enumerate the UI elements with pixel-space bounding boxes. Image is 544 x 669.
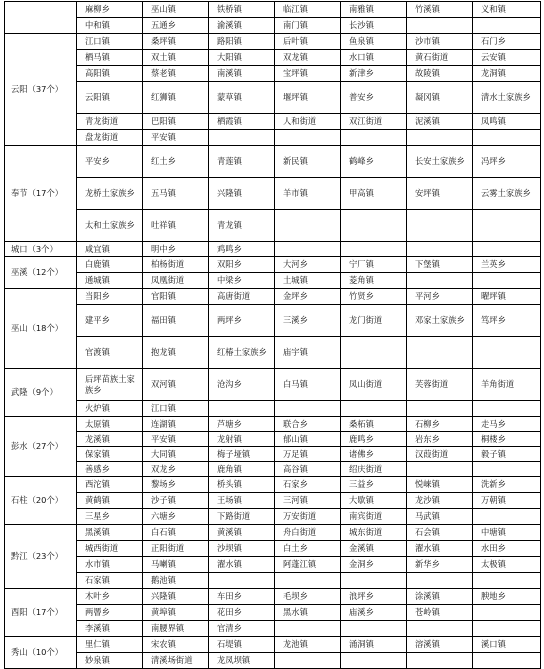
township-cell: 下路街道 [209,509,275,525]
township-cell: 平安乡 [77,146,143,178]
township-cell: 双阳乡 [209,257,275,273]
township-cell: 龙池镇 [275,637,341,653]
township-cell: 龙凤坝镇 [209,653,275,669]
township-cell [341,242,407,257]
table-row [5,573,541,589]
township-cell: 甲高镇 [341,178,407,210]
table-row [5,557,541,573]
township-cell: 保家镇 [77,447,143,462]
township-cell [275,653,341,669]
township-cell: 苍岭镇 [407,605,473,621]
township-cell [407,273,473,289]
township-cell: 溪口镇 [473,637,541,653]
township-cell: 濯水镇 [407,541,473,557]
township-cell [209,130,275,146]
region-cell: 巫溪（12个） [5,257,77,289]
township-cell [473,130,541,146]
township-cell: 青莲镇 [209,146,275,178]
township-cell: 洗新乡 [473,477,541,493]
table-row [5,305,541,337]
township-cell: 鸡鸣乡 [209,242,275,257]
township-cell: 双土镇 [143,50,209,66]
township-cell: 石门乡 [473,34,541,50]
township-cell: 土城镇 [275,273,341,289]
township-cell: 官阳镇 [143,289,209,305]
township-cell: 火炉镇 [77,401,143,417]
township-cell: 平安镇 [143,432,209,447]
township-cell: 六塘乡 [143,509,209,525]
township-cell: 下堡镇 [407,257,473,273]
township-cell: 菱角镇 [341,273,407,289]
table-row [5,50,541,66]
township-cell: 龙溪镇 [77,432,143,447]
township-cell: 城西街道 [77,541,143,557]
township-cell: 巴阳镇 [143,114,209,130]
table-row [5,130,541,146]
region-cell: 酉阳（17个） [5,589,77,637]
township-cell [275,242,341,257]
region-cell: 彭水（27个） [5,417,77,477]
township-cell: 龙洞镇 [473,66,541,82]
township-cell [209,573,275,589]
table-row [5,242,541,257]
township-cell: 汉葭街道 [407,447,473,462]
township-cell: 溶溪镇 [407,637,473,653]
township-cell: 新民镇 [275,146,341,178]
township-cell: 南雅镇 [341,2,407,18]
township-cell: 金溪镇 [341,541,407,557]
township-cell [209,401,275,417]
township-cell: 麻柳乡 [77,2,143,18]
township-cell: 云阳镇 [77,82,143,114]
township-cell: 红狮镇 [143,82,209,114]
township-cell: 泥溪镇 [407,114,473,130]
township-cell: 桥头镇 [209,477,275,493]
township-cell: 鹿鸣乡 [341,432,407,447]
township-cell: 咸宜镇 [77,242,143,257]
township-cell [275,621,341,637]
township-cell: 中和镇 [77,18,143,34]
township-cell: 路阳镇 [209,34,275,50]
township-cell: 堰坪镇 [275,82,341,114]
township-cell: 后坪苗族土家族乡 [77,369,143,401]
township-cell: 三溪乡 [275,305,341,337]
township-cell [407,462,473,477]
township-cell: 蔡老镇 [143,66,209,82]
township-cell: 车田乡 [209,589,275,605]
table-row [5,273,541,289]
township-cell: 双龙镇 [275,50,341,66]
township-cell: 平河乡 [407,289,473,305]
township-cell: 黄鹤镇 [77,493,143,509]
township-cell: 笃坪乡 [473,305,541,337]
township-cell: 水市镇 [77,557,143,573]
township-cell: 兴隆镇 [143,589,209,605]
township-cell: 大歇镇 [341,493,407,509]
table-row [5,541,541,557]
table-row [5,178,541,210]
township-cell: 福田镇 [143,305,209,337]
township-cell: 走马乡 [473,417,541,432]
township-cell: 木叶乡 [77,589,143,605]
township-cell [407,653,473,669]
township-cell: 义和镇 [473,2,541,18]
region-cell: 黔江（23个） [5,525,77,589]
table-row [5,637,541,653]
table-row [5,2,541,18]
township-cell: 白马镇 [275,369,341,401]
table-row [5,462,541,477]
township-cell: 兰英乡 [473,257,541,273]
township-cell: 庙宇镇 [275,337,341,369]
township-cell: 金坪乡 [275,289,341,305]
township-cell: 涌洞镇 [341,637,407,653]
table-row [5,447,541,462]
township-cell: 鹿角镇 [209,462,275,477]
township-cell: 龙桥土家族乡 [77,178,143,210]
township-cell: 鱼泉镇 [341,34,407,50]
township-cell: 芦塘乡 [209,417,275,432]
region-cell: 武隆（9个） [5,369,77,417]
township-cell: 石堤镇 [209,637,275,653]
township-cell: 平安镇 [143,130,209,146]
table-row [5,369,541,401]
township-cell: 兴隆镇 [209,178,275,210]
township-cell: 宋农镇 [143,637,209,653]
township-cell: 联合乡 [275,417,341,432]
township-cell: 万足镇 [275,447,341,462]
region-cell: 秀山（10个） [5,637,77,669]
township-cell [407,18,473,34]
township-cell: 毛坝乡 [275,589,341,605]
township-cell [407,242,473,257]
township-cell: 连湖镇 [143,417,209,432]
township-cell: 石家乡 [275,477,341,493]
township-cell: 双江街道 [341,114,407,130]
township-cell: 巫山镇 [143,2,209,18]
township-cell: 长安土家族乡 [407,146,473,178]
township-cell: 庙溪乡 [341,605,407,621]
township-cell: 曜坪镇 [473,289,541,305]
township-cell: 桑坪镇 [143,34,209,50]
township-cell: 马喇镇 [143,557,209,573]
township-cell: 红土乡 [143,146,209,178]
township-cell: 栖霞镇 [209,114,275,130]
township-cell: 普安乡 [341,82,407,114]
table-row [5,34,541,50]
township-cell: 抱龙镇 [143,337,209,369]
township-cell: 青龙街道 [77,114,143,130]
table-row [5,82,541,114]
township-cell: 中塘镇 [473,525,541,541]
township-cell [341,621,407,637]
township-cell: 南宾街道 [341,509,407,525]
township-cell: 芙蓉街道 [407,369,473,401]
township-cell [473,462,541,477]
township-cell: 后叶镇 [275,34,341,50]
township-cell: 沙子镇 [143,493,209,509]
township-cell: 黄石街道 [407,50,473,66]
table-row [5,605,541,621]
township-cell: 通城镇 [77,273,143,289]
township-cell: 双龙乡 [143,462,209,477]
township-cell: 吐祥镇 [143,210,209,242]
township-cell: 渝溪镇 [209,18,275,34]
township-cell [473,242,541,257]
township-cell: 凤山街道 [341,369,407,401]
township-cell: 太极镇 [473,557,541,573]
township-cell: 当阳乡 [77,289,143,305]
township-cell [407,130,473,146]
township-cell: 石家镇 [77,573,143,589]
township-cell [473,18,541,34]
township-cell [341,337,407,369]
township-cell: 两罾乡 [77,605,143,621]
table-row [5,18,541,34]
township-cell [407,401,473,417]
table-row [5,509,541,525]
township-cell: 太和土家族乡 [77,210,143,242]
township-cell [473,653,541,669]
township-cell [407,210,473,242]
township-cell: 明中乡 [143,242,209,257]
township-cell: 南溪镇 [209,66,275,82]
township-cell: 清水土家族乡 [473,82,541,114]
township-cell: 大阳镇 [209,50,275,66]
township-cell: 城东街道 [341,525,407,541]
township-cell: 毅子镇 [473,447,541,462]
township-cell: 黄溪镇 [209,525,275,541]
township-cell: 官渡镇 [77,337,143,369]
township-cell: 三益乡 [341,477,407,493]
township-cell: 诸佛乡 [341,447,407,462]
township-cell: 蒙草镇 [209,82,275,114]
township-cell: 水口镇 [341,50,407,66]
township-cell: 官清乡 [209,621,275,637]
township-cell: 青龙镇 [209,210,275,242]
township-cell [341,210,407,242]
township-cell: 江口镇 [77,34,143,50]
township-cell: 黄埠镇 [143,605,209,621]
township-cell: 黎场乡 [143,477,209,493]
table-row [5,146,541,178]
township-cell: 龙门街道 [341,305,407,337]
township-cell: 郁山镇 [275,432,341,447]
township-cell [473,605,541,621]
township-cell: 双河镇 [143,369,209,401]
township-cell: 花田乡 [209,605,275,621]
township-cell: 李溪镇 [77,621,143,637]
township-cell: 岩东乡 [407,432,473,447]
township-cell: 冯坪乡 [473,146,541,178]
township-cell [275,210,341,242]
township-cell: 白石镇 [143,525,209,541]
table-row [5,493,541,509]
township-cell [473,621,541,637]
township-cell: 桑柘镇 [341,417,407,432]
township-cell: 两坪乡 [209,305,275,337]
township-cell: 竹贤乡 [341,289,407,305]
township-cell: 中梁乡 [209,273,275,289]
township-cell [473,210,541,242]
township-cell: 盘龙街道 [77,130,143,146]
township-cell [341,573,407,589]
township-cell: 南腰界镇 [143,621,209,637]
township-cell: 凝冈镇 [407,82,473,114]
table-row [5,66,541,82]
township-cell: 桐楼乡 [473,432,541,447]
township-cell: 石会镇 [407,525,473,541]
township-cell [341,401,407,417]
table-row [5,417,541,432]
township-cell: 梅子垭镇 [209,447,275,462]
township-cell: 建平乡 [77,305,143,337]
table-row [5,114,541,130]
township-cell: 里仁镇 [77,637,143,653]
table-row [5,257,541,273]
township-cell: 竹溪镇 [407,2,473,18]
township-cell: 善感乡 [77,462,143,477]
township-cell [341,130,407,146]
region-cell: 奉节（17个） [5,146,77,242]
township-cell: 宝坪镇 [275,66,341,82]
township-cell: 高阳镇 [77,66,143,82]
township-cell: 大河乡 [275,257,341,273]
township-cell [473,509,541,525]
township-cell: 万安街道 [275,509,341,525]
township-cell [275,573,341,589]
township-cell: 邓家土家族乡 [407,305,473,337]
region-cell [5,2,77,34]
table-row [5,401,541,417]
township-cell [473,273,541,289]
township-cell: 云安镇 [473,50,541,66]
township-cell [341,653,407,669]
township-cell: 沙坝镇 [209,541,275,557]
township-cell: 石柳乡 [407,417,473,432]
township-cell: 南门镇 [275,18,341,34]
township-cell: 涂溪镇 [407,589,473,605]
township-cell: 五马镇 [143,178,209,210]
table-row [5,337,541,369]
township-cell: 新华乡 [407,557,473,573]
table-row [5,210,541,242]
region-cell: 石柱（20个） [5,477,77,525]
township-cell: 阿蓬江镇 [275,557,341,573]
township-cell: 三河镇 [275,493,341,509]
township-cell: 白鹿镇 [77,257,143,273]
township-cell [407,573,473,589]
township-cell: 王场镇 [209,493,275,509]
township-cell: 鹅池镇 [143,573,209,589]
township-cell: 铁桥镇 [209,2,275,18]
table-row [5,289,541,305]
township-cell: 高谷镇 [275,462,341,477]
township-cell: 凤鸣镇 [473,114,541,130]
township-cell: 马武镇 [407,509,473,525]
table-body [5,2,541,669]
township-cell [407,337,473,369]
township-cell: 悦崃镇 [407,477,473,493]
township-cell: 黑水镇 [275,605,341,621]
township-cell: 妙泉镇 [77,653,143,669]
region-cell: 巫山（18个） [5,289,77,369]
township-cell: 新津乡 [341,66,407,82]
region-cell: 城口（3个） [5,242,77,257]
township-cell: 濯水镇 [209,557,275,573]
township-cell: 正阳街道 [143,541,209,557]
township-cell: 江口镇 [143,401,209,417]
township-cell [473,401,541,417]
township-cell: 龙射镇 [209,432,275,447]
township-cell [473,573,541,589]
table-row [5,653,541,669]
township-cell: 清溪场街道 [143,653,209,669]
township-cell: 高唐街道 [209,289,275,305]
table-row [5,621,541,637]
table-row [5,525,541,541]
township-cell [275,130,341,146]
township-cell: 金洞乡 [341,557,407,573]
township-cell: 大同镇 [143,447,209,462]
township-cell: 羊角街道 [473,369,541,401]
township-cell: 三星乡 [77,509,143,525]
township-cell: 白土乡 [275,541,341,557]
township-cell: 栖马镇 [77,50,143,66]
township-cell [473,337,541,369]
township-cell: 人和街道 [275,114,341,130]
township-cell: 浪坪乡 [341,589,407,605]
township-cell: 安坪镇 [407,178,473,210]
township-cell: 故陵镇 [407,66,473,82]
township-cell: 太原镇 [77,417,143,432]
township-cell: 腴地乡 [473,589,541,605]
township-cell: 五通乡 [143,18,209,34]
township-cell: 西沱镇 [77,477,143,493]
township-cell [275,401,341,417]
township-cell: 宁厂镇 [341,257,407,273]
township-cell: 羊市镇 [275,178,341,210]
township-cell: 沙市镇 [407,34,473,50]
table-row [5,432,541,447]
township-cell: 水田乡 [473,541,541,557]
township-cell: 龙沙镇 [407,493,473,509]
township-cell: 临江镇 [275,2,341,18]
township-cell: 柏杨街道 [143,257,209,273]
table-row [5,589,541,605]
township-cell: 万朝镇 [473,493,541,509]
region-cell: 云阳（37个） [5,34,77,146]
township-cell: 舟白街道 [275,525,341,541]
township-cell: 鹤峰乡 [341,146,407,178]
township-cell: 凤凰街道 [143,273,209,289]
township-cell: 红椿土家族乡 [209,337,275,369]
township-table [4,1,541,669]
township-cell [407,621,473,637]
township-cell: 黑溪镇 [77,525,143,541]
township-cell: 长沙镇 [341,18,407,34]
table-row [5,477,541,493]
township-cell: 绍庆街道 [341,462,407,477]
township-cell: 沧沟乡 [209,369,275,401]
township-cell: 云雾土家族乡 [473,178,541,210]
